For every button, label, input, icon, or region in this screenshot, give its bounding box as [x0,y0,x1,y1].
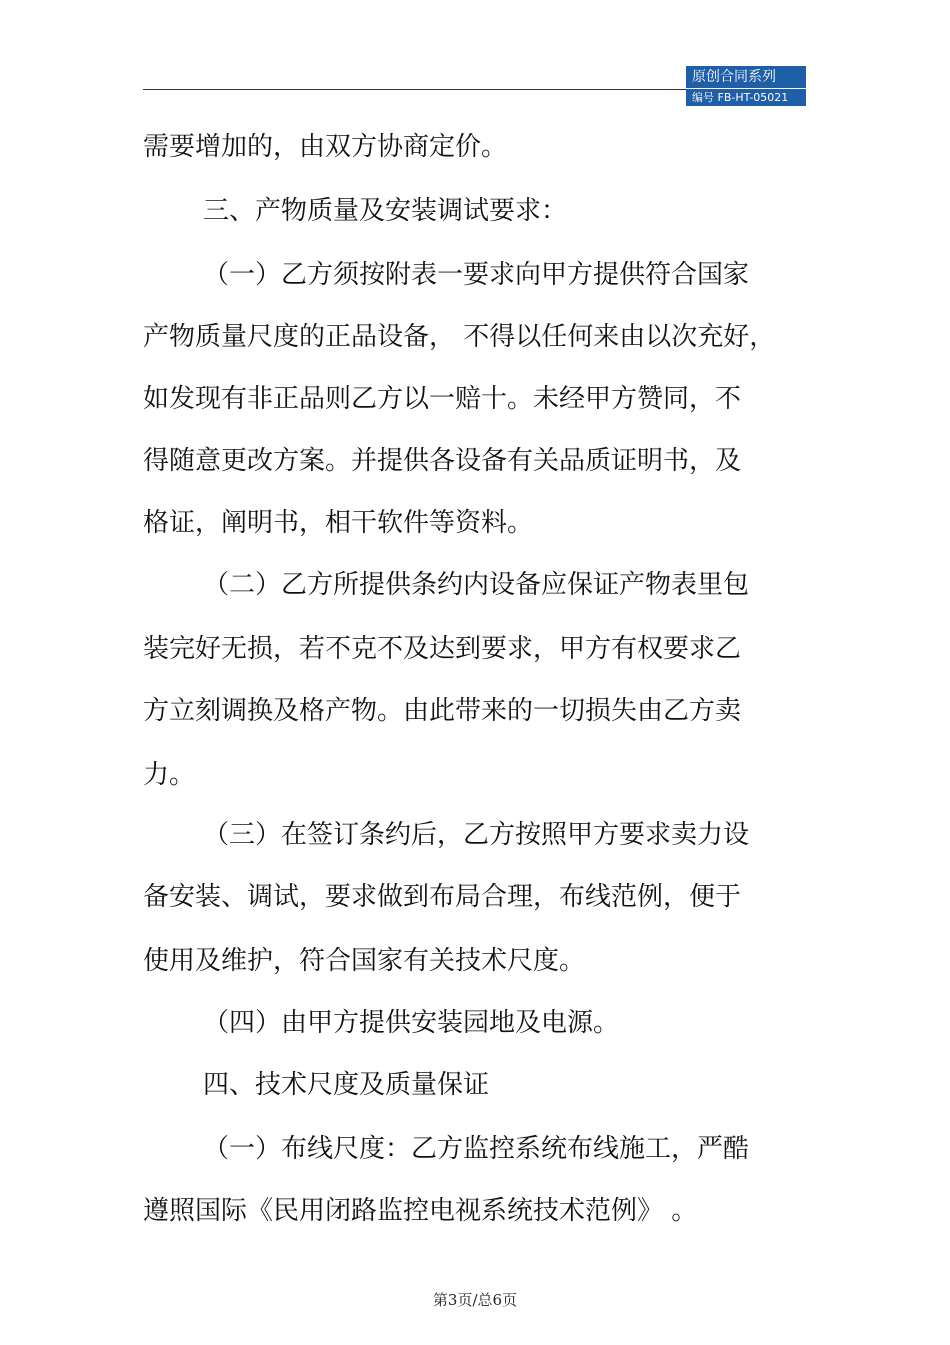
page-number: 第3页/总6页 [432,1291,518,1309]
series-badge [686,66,806,106]
text-line: 装完好无损，若不克不及达到要求，甲方有权要求乙 [143,634,742,664]
text-line: 备安装、调试，要求做到布局合理，布线范例，便于 [143,882,742,912]
text-line: （二）乙方所提供条约内设备应保证产物表里包 [203,570,750,600]
section-heading: 四、技术尺度及质量保证 [203,1070,490,1100]
text-line: 遵照国际《民用闭路监控电视系统技术范例》 。 [143,1196,698,1226]
badge-document-code: 编号 FB-HT-05021 [692,91,789,104]
text-line: 如发现有非正品则乙方以一赔十。未经甲方赞同，不 [143,384,742,414]
badge-divider [686,88,806,89]
header-rule [143,89,686,90]
text-line: 力。 [143,760,196,790]
section-heading: 三、产物质量及安装调试要求： [203,196,568,226]
text-line: （一）布线尺度：乙方监控系统布线施工，严酷 [203,1134,750,1164]
text-line: 得随意更改方案。并提供各设备有关品质证明书，及 [143,446,742,476]
text-line: 方立刻调换及格产物。由此带来的一切损失由乙方卖 [143,696,742,726]
text-line: （一）乙方须按附表一要求向甲方提供符合国家 [203,260,750,290]
text-line: 格证，阐明书，相干软件等资料。 [143,508,534,538]
text-line: 产物质量尺度的正品设备， 不得以任何来由以次充好， [143,322,776,352]
text-line: 需要增加的，由双方协商定价。 [143,132,508,162]
text-line: （三）在签订条约后，乙方按照甲方要求卖力设 [203,820,750,850]
text-line: （四）由甲方提供安装园地及电源。 [203,1008,620,1038]
badge-series-label: 原创合同系列 [692,69,776,85]
text-line: 使用及维护，符合国家有关技术尺度。 [143,946,586,976]
